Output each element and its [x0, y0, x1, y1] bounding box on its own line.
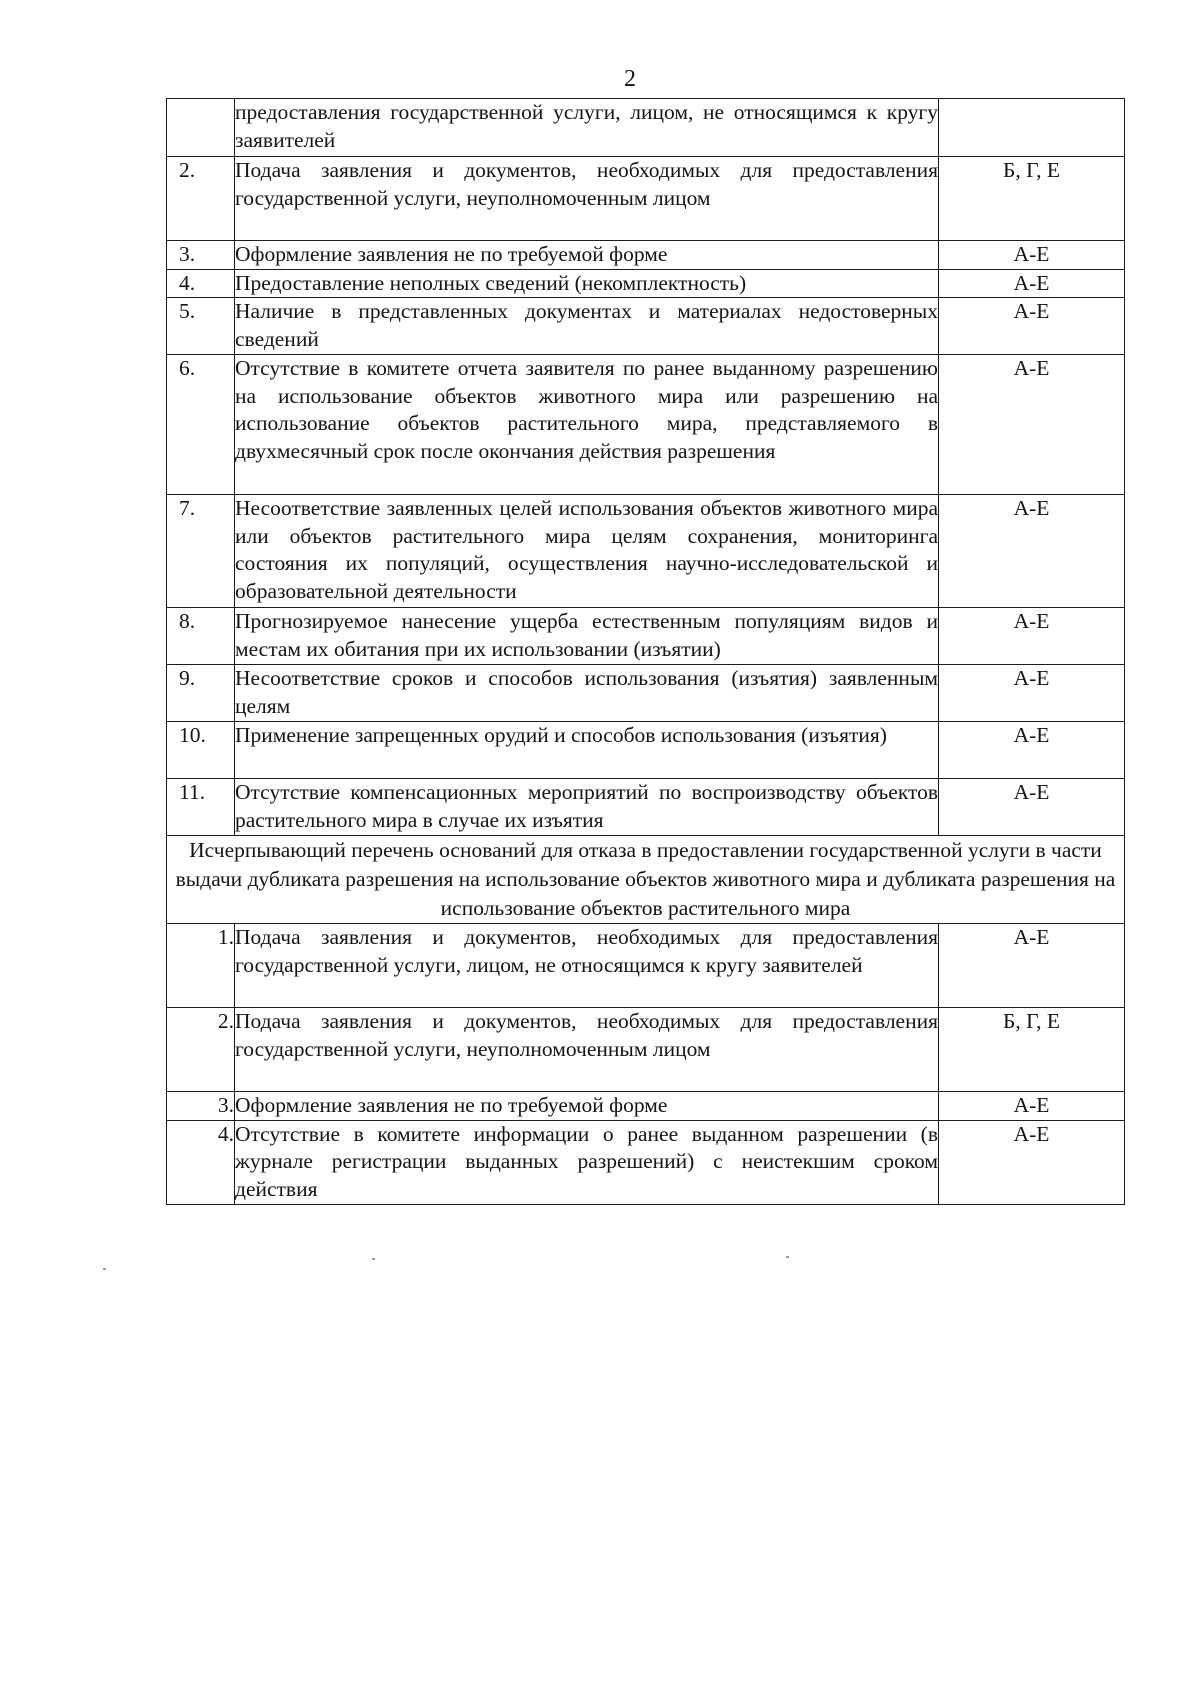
table-row: [167, 495, 1125, 608]
row-text: Несоответствие сроков и способов использования (изъятия) заявленным целям: [235, 665, 939, 722]
page-number: 2: [624, 66, 636, 92]
row-number: 5.: [167, 298, 235, 355]
section-heading: Исчерпывающий перечень оснований для отказа в предоставлении государственной услуги в части выдачи дубликата разрешения на использование объектов животного мира и дубликата разрешения на использование объектов растительного мира: [167, 836, 1125, 924]
table-row: [167, 1120, 1125, 1204]
table-row: [167, 779, 1125, 836]
row-number: 1.: [167, 924, 235, 1008]
table-row: [167, 157, 1125, 241]
row-text: Несоответствие заявленных целей использования объектов животного мира или объектов растительного мира целям сохранения, мониторинга состояния их популяций, осуществления научно-исследовательской и образовательной деятельности: [235, 495, 939, 608]
table-row: [167, 1092, 1125, 1121]
row-text: Подача заявления и документов, необходимых для предоставления государственной услуги, лицом, не относящимся к кругу заявителей: [235, 924, 939, 1008]
table-row: [167, 608, 1125, 665]
row-number: 3.: [167, 241, 235, 270]
row-number: 3.: [167, 1092, 235, 1121]
row-text: предоставления государственной услуги, лицом, не относящимся к кругу заявителей: [235, 99, 939, 157]
table-row: [167, 924, 1125, 1008]
row-text: Прогнозируемое нанесение ущерба естественным популяциям видов и местам их обитания при их использовании (изъятии): [235, 608, 939, 665]
scan-speck: [372, 1258, 375, 1260]
row-number: 4.: [167, 269, 235, 298]
row-text: Применение запрещенных орудий и способов использования (изъятия): [235, 722, 939, 779]
row-number: 6.: [167, 355, 235, 495]
table-row: [167, 241, 1125, 270]
row-number: 11.: [167, 779, 235, 836]
row-applicant-refs: А-Е: [939, 1120, 1125, 1204]
row-number: 8.: [167, 608, 235, 665]
row-text: Отсутствие компенсационных мероприятий по воспроизводству объектов растительного мира в случае их изъятия: [235, 779, 939, 836]
row-number: 9.: [167, 665, 235, 722]
row-applicant-refs: А-Е: [939, 722, 1125, 779]
scan-speck: [786, 1256, 789, 1258]
row-text: Оформление заявления не по требуемой форме: [235, 1092, 939, 1121]
table-row: [167, 355, 1125, 495]
row-applicant-refs: А-Е: [939, 495, 1125, 608]
row-text: Подача заявления и документов, необходимых для предоставления государственной услуги, неуполномоченным лицом: [235, 157, 939, 241]
row-applicant-refs: Б, Г, Е: [939, 157, 1125, 241]
scan-speck: [103, 1268, 106, 1270]
section-heading-row: [167, 836, 1125, 924]
row-applicant-refs: А-Е: [939, 355, 1125, 495]
refusal-grounds-table: [166, 98, 1125, 1205]
row-text: Отсутствие в комитете информации о ранее выданном разрешении (в журнале регистрации выданных разрешений) с неистекшим сроком действия: [235, 1120, 939, 1204]
row-number: [167, 99, 235, 157]
row-applicant-refs: А-Е: [939, 1092, 1125, 1121]
row-applicant-refs: А-Е: [939, 608, 1125, 665]
row-text: Отсутствие в комитете отчета заявителя по ранее выданному разрешению на использование объектов животного мира или разрешению на использование объектов растительного мира, представляемого в двухмесячный срок после окончания действия разрешения: [235, 355, 939, 495]
row-text: Предоставление неполных сведений (некомплектность): [235, 269, 939, 298]
row-applicant-refs: А-Е: [939, 665, 1125, 722]
row-applicant-refs: А-Е: [939, 779, 1125, 836]
table-row: [167, 269, 1125, 298]
row-number: 2.: [167, 157, 235, 241]
table-row: [167, 99, 1125, 157]
row-applicant-refs: А-Е: [939, 298, 1125, 355]
row-number: 4.: [167, 1120, 235, 1204]
table-row: [167, 665, 1125, 722]
row-applicant-refs: Б, Г, Е: [939, 1008, 1125, 1092]
row-applicant-refs: А-Е: [939, 924, 1125, 1008]
table-row: [167, 722, 1125, 779]
row-number: 10.: [167, 722, 235, 779]
row-applicant-refs: А-Е: [939, 241, 1125, 270]
table-row: [167, 298, 1125, 355]
table-row: [167, 1008, 1125, 1092]
row-number: 2.: [167, 1008, 235, 1092]
row-applicant-refs: А-Е: [939, 269, 1125, 298]
row-text: Оформление заявления не по требуемой форме: [235, 241, 939, 270]
row-number: 7.: [167, 495, 235, 608]
row-text: Подача заявления и документов, необходимых для предоставления государственной услуги, неуполномоченным лицом: [235, 1008, 939, 1092]
row-applicant-refs: [939, 99, 1125, 157]
row-text: Наличие в представленных документах и материалах недостоверных сведений: [235, 298, 939, 355]
